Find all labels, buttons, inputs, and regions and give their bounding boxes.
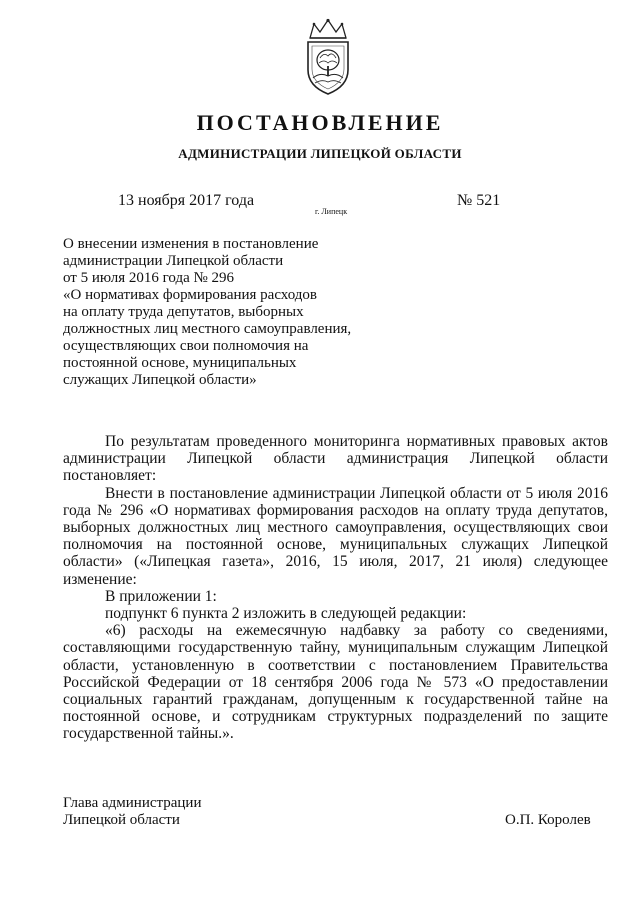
body-paragraph: подпункт 6 пункта 2 изложить в следующей редакции: [105,605,467,623]
signature-position [63,795,201,829]
signature-position-line: Липецкой области [63,812,180,828]
document-city: г. Липецк [315,207,348,216]
body-paragraph: По результатам проведенного мониторинга нормативных правовых актов администрации Липецкой области администрация Липецкой области постановляет: [63,433,608,485]
subject-line: администрации Липецкой области [63,253,284,269]
document-title: ПОСТАНОВЛЕНИЕ [196,110,444,135]
signature-name: О.П. Королев [505,812,591,828]
document-body [63,433,608,743]
body-paragraph: В приложении 1: [105,587,217,605]
lipetsk-coat-of-arms-icon [300,18,356,98]
subject-line: служащих Липецкой области» [63,372,257,388]
subject-line: постоянной основе, муниципальных [63,355,297,371]
subject-line: О внесении изменения в постановление [63,236,319,252]
subject-line: осуществляющих свои полномочия на [63,338,309,354]
subject-line: от 5 июля 2016 года № 296 [63,270,235,286]
document-date: 13 ноября 2017 года [118,192,255,209]
subject-line: на оплату труда депутатов, выборных [63,304,304,320]
signature-position-line: Глава администрации [63,795,202,811]
body-paragraph: «6) расходы на ежемесячную надбавку за работу со сведениями, составляющими государственную тайну, муниципальным служащим Липецкой области, установленную в соответствии с постановлением Правительства Российской Федерации от 18 сентября 2006 года № 573 «О предоставлении социальных гарантий гражданам, допущенным к государственной тайне на постоянной основе, и сотрудникам структурных подразделений по защите государственной тайны.». [63,622,608,743]
document-subtitle: АДМИНИСТРАЦИИ ЛИПЕЦКОЙ ОБЛАСТИ [178,146,462,161]
document-number: № 521 [457,192,501,209]
document-subject [63,236,393,389]
body-paragraph: Внести в постановление администрации Липецкой области от 5 июля 2016 года № 296 «О нормативах формирования расходов на оплату труда депутатов, выборных должностных лиц местного самоуправления, осуществляющих свои полномочия на постоянной основе, муниципальных служащих Липецкой области» («Липецкая газета», 2016, 15 июля, 2017, 21 июля) следующее изменение: [63,484,608,588]
subject-line: «О нормативах формирования расходов [63,287,318,303]
subject-line: должностных лиц местного самоуправления, [63,321,352,337]
